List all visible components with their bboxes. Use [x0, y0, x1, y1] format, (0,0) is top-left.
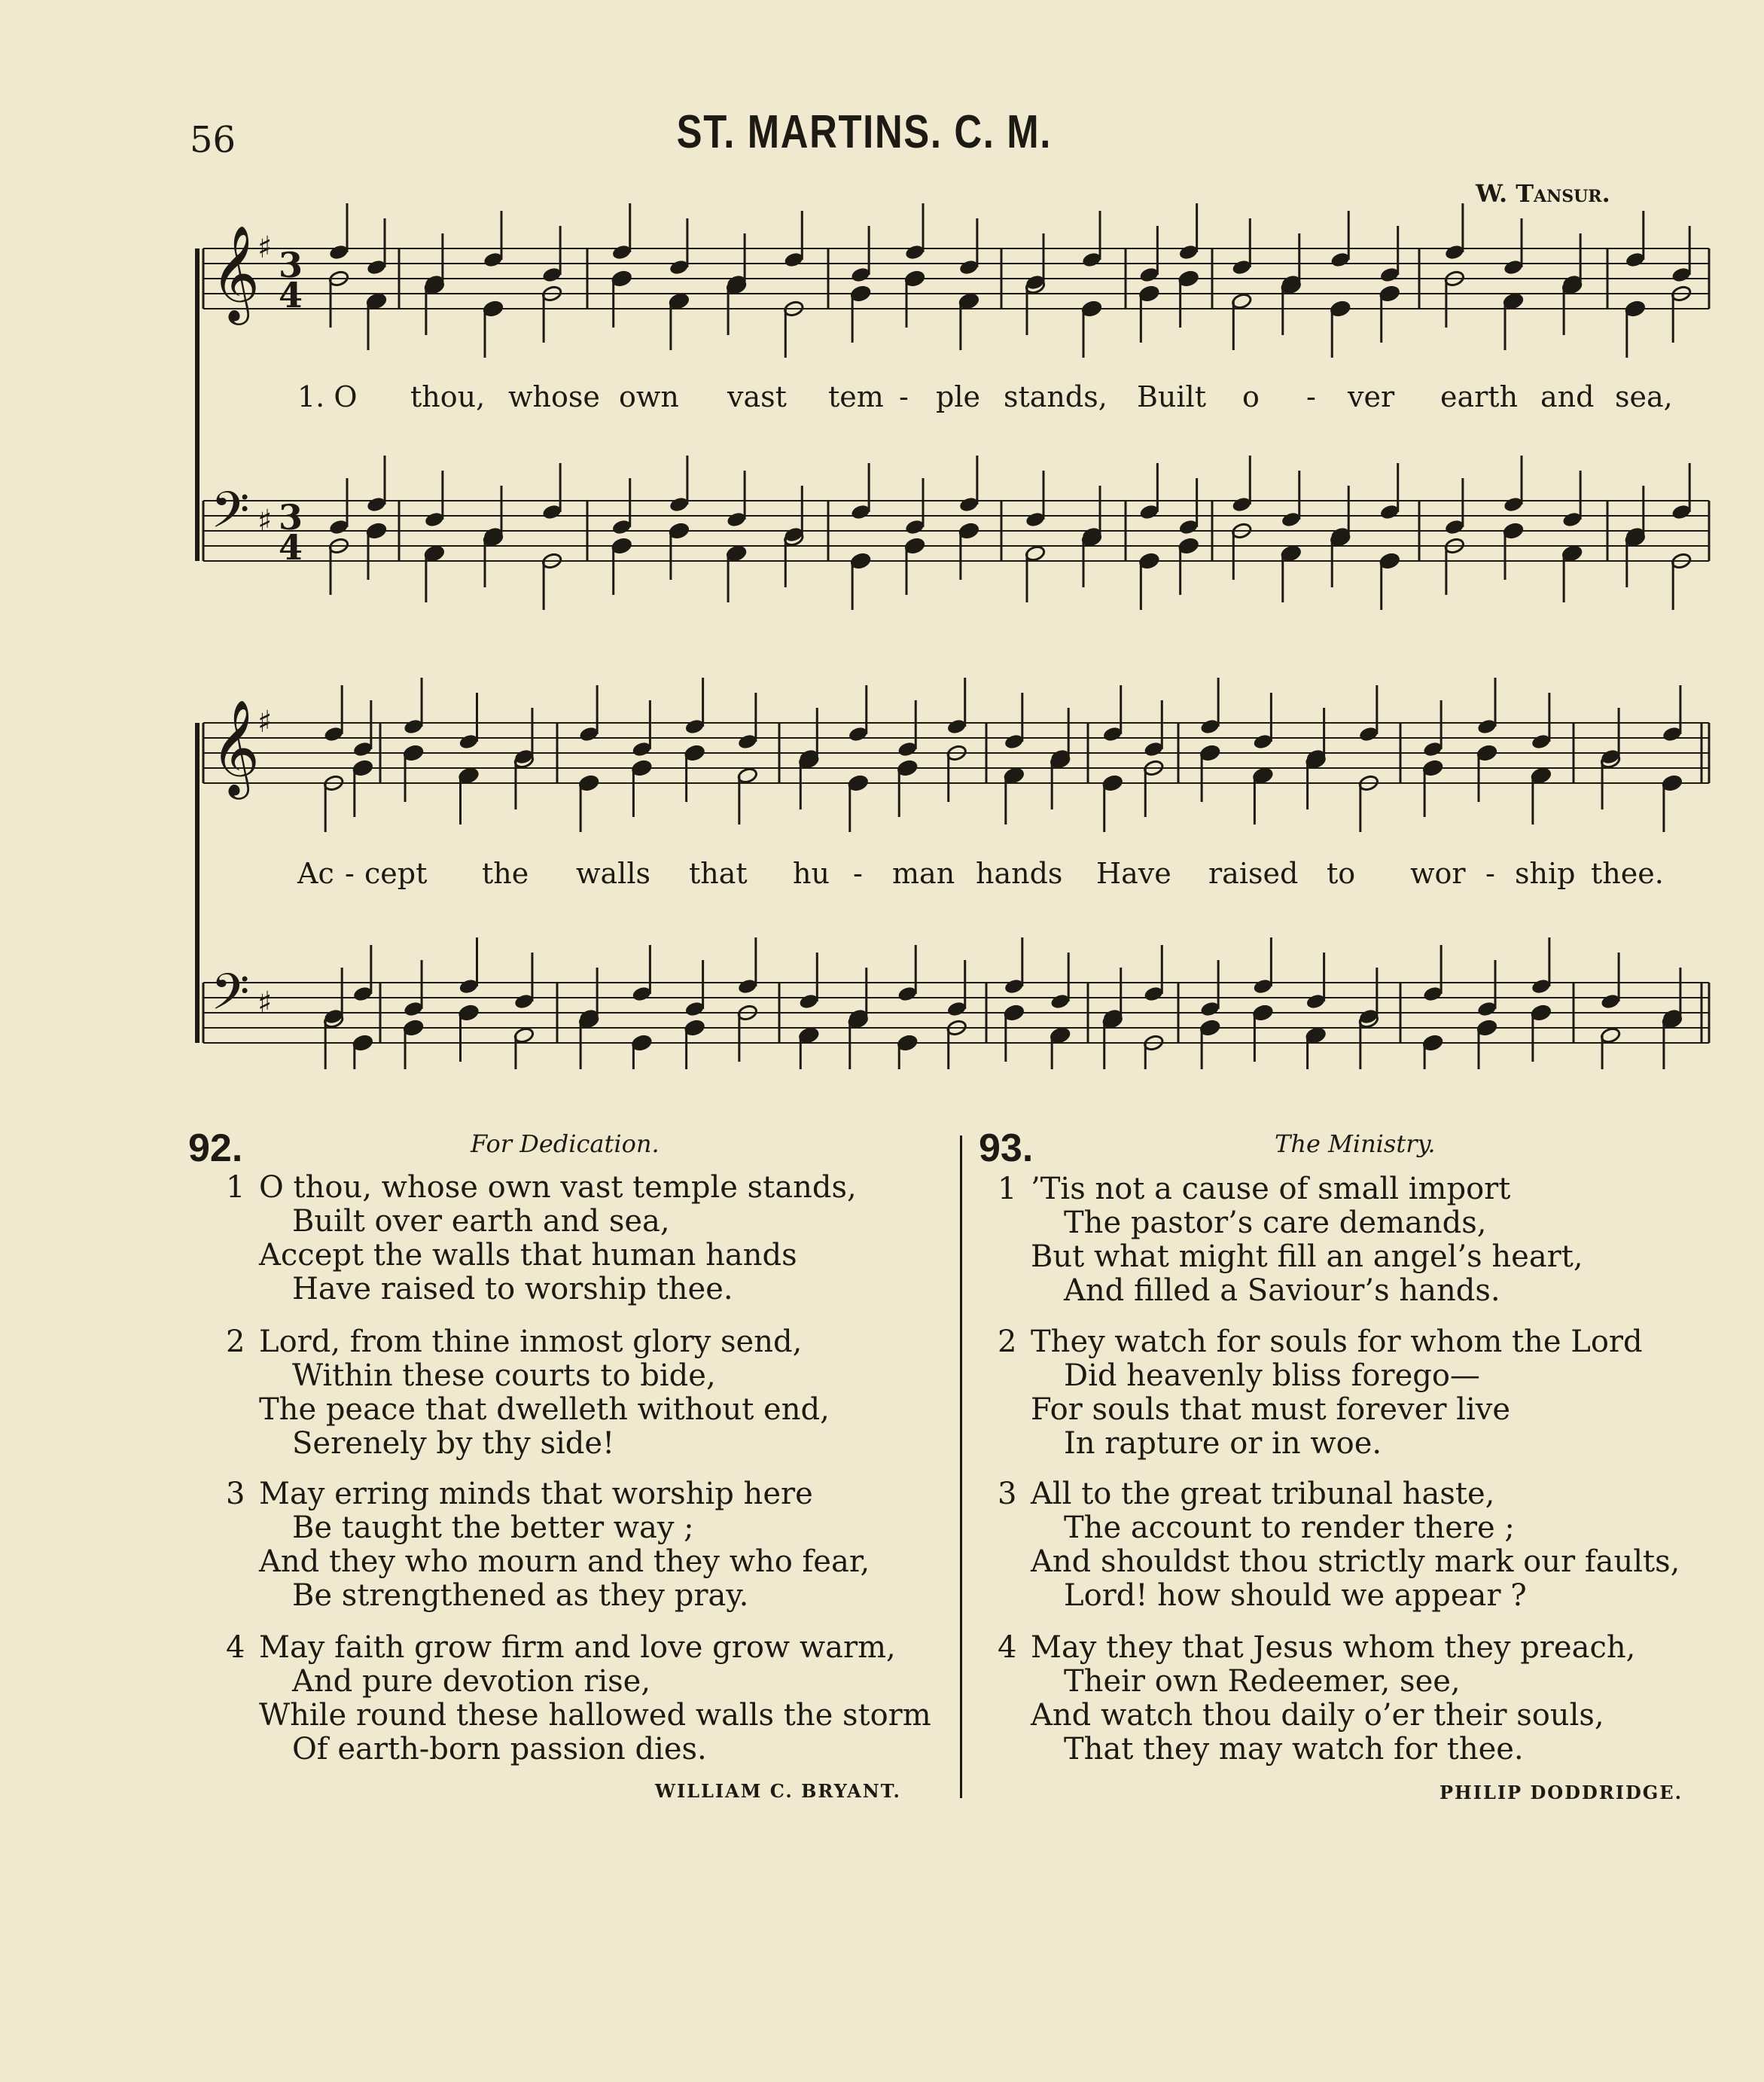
lyric-syllable: tem — [828, 380, 884, 413]
page-number: 56 — [190, 119, 236, 161]
lyric-syllable: hands — [976, 857, 1063, 890]
lyric-syllable: - — [853, 857, 863, 890]
lyric-syllable: ship — [1515, 857, 1576, 890]
lyric-syllable: the — [482, 857, 529, 890]
hymn-occasion: The Ministry. — [1275, 1129, 1436, 1158]
lyric-syllable: to — [1327, 857, 1356, 890]
lyric-syllable: hu — [793, 857, 830, 890]
hymn-occasion: For Dedication. — [471, 1129, 660, 1158]
lyric-syllable: earth — [1440, 380, 1519, 413]
treble-clef-icon: 𝄞 — [211, 699, 260, 795]
lyric-syllable: sea, — [1615, 380, 1673, 413]
lyric-syllable: Built — [1137, 380, 1206, 413]
time-signature-bottom: 4 — [279, 527, 303, 568]
bass-clef-icon: 𝄢 — [211, 481, 250, 551]
lyrics-line-2 — [0, 857, 1764, 895]
lyric-syllable: - — [1306, 380, 1316, 413]
lyrics-line-1 — [0, 380, 1764, 418]
bass-clef-icon: 𝄢 — [211, 963, 250, 1033]
lyric-syllable: stands, — [1004, 380, 1107, 413]
lyric-syllable: walls — [576, 857, 650, 890]
sharp-icon: ♯ — [257, 230, 273, 265]
lyric-syllable: man — [892, 857, 955, 890]
tune-title: ST. MARTINS. C. M. — [676, 106, 1053, 158]
lyric-syllable: cept — [364, 857, 428, 890]
lyric-syllable: thou, — [410, 380, 486, 413]
hymn-verse: 4 May they that Jesus whom they preach, Their own Redeemer, see, And watch thou daily o’er their souls, That they may watch for thee. — [998, 1630, 1636, 1766]
hymn-verse: 3 All to the great tribunal haste, The account to render there ; And shouldst thou strictly mark our faults, Lord! how should we appear ? — [998, 1477, 1680, 1613]
treble-clef-icon: 𝄞 — [211, 224, 260, 321]
column-divider — [960, 1135, 962, 1798]
lyric-syllable: own — [619, 380, 679, 413]
lyric-syllable: - — [1485, 857, 1495, 890]
lyric-syllable: - — [899, 380, 909, 413]
time-signature-top: 3 — [279, 497, 303, 538]
hymn-verse: 2 Lord, from thine inmost glory send, Within these courts to bide, The peace that dwelleth without end, Serenely by thy side! — [226, 1324, 830, 1461]
hymn-verse: 1 O thou, whose own vast temple stands, Built over earth and sea, Accept the walls that human hands Have raised to worship thee. — [226, 1170, 857, 1306]
lyric-syllable: o — [1242, 380, 1260, 413]
lyric-syllable: wor — [1410, 857, 1466, 890]
lyric-syllable: 1. O — [297, 380, 358, 413]
lyric-syllable: and — [1540, 380, 1595, 413]
time-signature-bottom: 4 — [279, 275, 303, 316]
hymn-verse: 1 ’Tis not a cause of small import The pastor’s care demands, But what might fill an angel’s heart, And filled a Saviour’s hands. — [998, 1172, 1583, 1308]
sharp-icon: ♯ — [257, 986, 273, 1020]
lyric-syllable: Ac — [297, 857, 334, 890]
lyric-syllable: ver — [1348, 380, 1395, 413]
hymn-author: PHILIP DODDRIDGE. — [1440, 1782, 1683, 1803]
lyric-syllable: whose — [508, 380, 600, 413]
sharp-icon: ♯ — [257, 705, 273, 739]
lyric-syllable: ple — [936, 380, 980, 413]
hymn-verse: 3 May erring minds that worship here Be taught the better way ; And they who mourn and they who fear, Be strengthened as they pray. — [226, 1477, 870, 1613]
lyric-syllable: Have — [1096, 857, 1171, 890]
hymn-author: WILLIAM C. BRYANT. — [655, 1780, 901, 1802]
hymn-verse: 4 May faith grow firm and love grow warm, And pure devotion rise, While round these hallowed walls the storm Of earth-born passion dies. — [226, 1630, 931, 1766]
lyric-syllable: that — [689, 857, 748, 890]
hymn-number: 93. — [979, 1126, 1034, 1170]
hymn-number: 92. — [188, 1126, 243, 1170]
hymn-verse: 2 They watch for souls for whom the Lord Did heavenly bliss forego— For souls that must forever live In rapture or in woe. — [998, 1324, 1643, 1461]
time-signature-top: 3 — [279, 245, 303, 285]
lyric-syllable: thee. — [1591, 857, 1664, 890]
composer-credit: W. Tansur. — [1476, 179, 1610, 208]
sharp-icon: ♯ — [257, 504, 273, 538]
lyric-syllable: vast — [727, 380, 787, 413]
lyric-syllable: raised — [1208, 857, 1299, 890]
lyric-syllable: - — [345, 857, 355, 890]
